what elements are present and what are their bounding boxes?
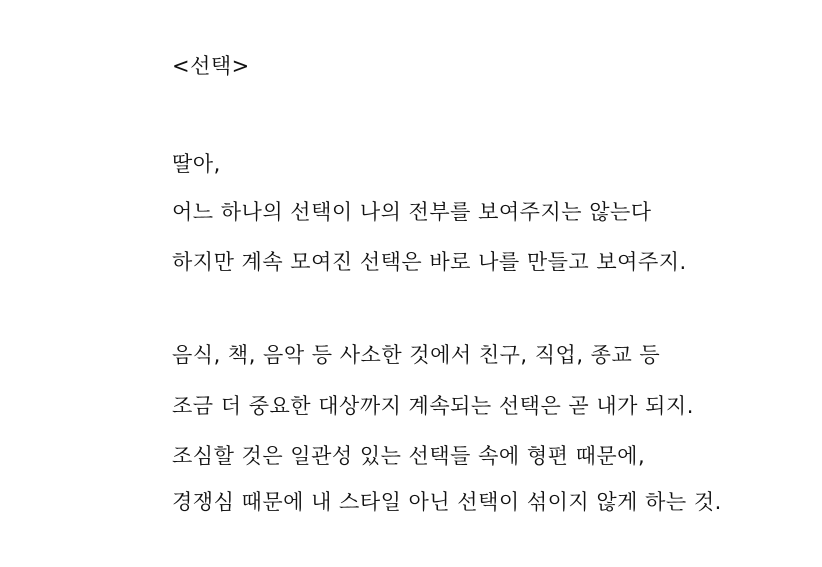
poem-title: <선택> [172, 54, 250, 78]
poem-line: 음식, 책, 음악 등 사소한 것에서 친구, 직업, 종교 등 [172, 343, 661, 367]
poem-line: 하지만 계속 모여진 선택은 바로 나를 만들고 보여주지. [172, 250, 687, 274]
poem-line: 어느 하나의 선택이 나의 전부를 보여주지는 않는다 [172, 200, 652, 224]
poem-line: 경쟁심 때문에 내 스타일 아닌 선택이 섞이지 않게 하는 것. [172, 490, 722, 514]
poem-line: 조심할 것은 일관성 있는 선택들 속에 형편 때문에, [172, 444, 646, 468]
poem-line: 조금 더 중요한 대상까지 계속되는 선택은 곧 내가 되지. [172, 394, 694, 418]
poem-line: 딸아, [172, 152, 221, 176]
